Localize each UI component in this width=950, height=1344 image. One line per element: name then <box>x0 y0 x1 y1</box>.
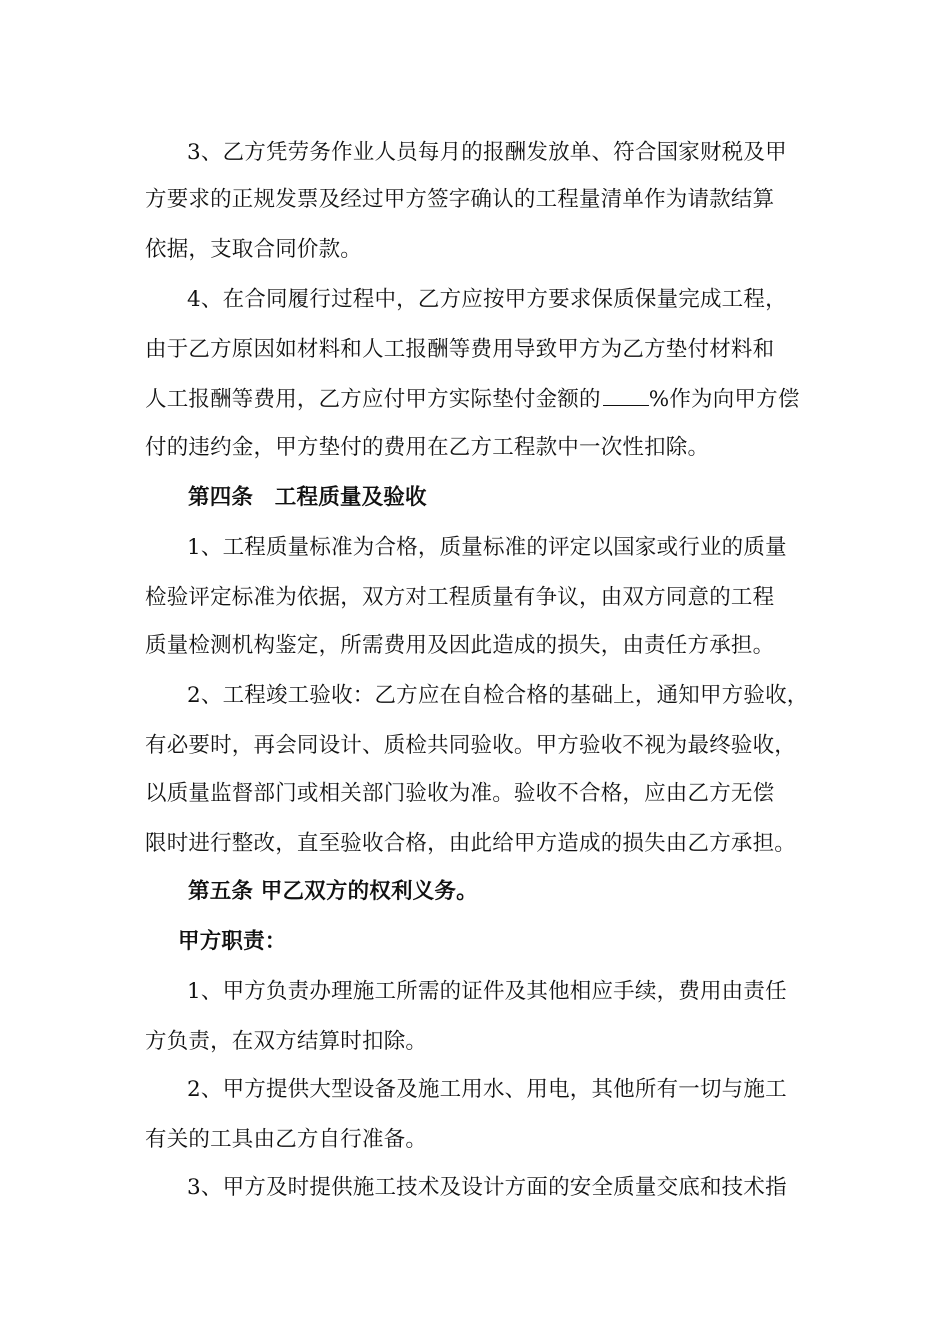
percentage-blank <box>603 383 649 406</box>
article4-item1-line2: 检验评定标准为依据，双方对工程质量有争议，由双方同意的工程 <box>145 585 775 610</box>
article4-item1-line1: 1、工程质量标准为合格，质量标准的评定以国家或行业的质量 <box>187 535 787 560</box>
article4-item1-line3: 质量检测机构鉴定，所需费用及因此造成的损失，由责任方承担。 <box>145 633 775 658</box>
article4-item2-line4: 限时进行整改，直至验收合格，由此给甲方造成的损失由乙方承担。 <box>145 831 797 856</box>
clause3-item4-line4: 付的违约金，甲方垫付的费用在乙方工程款中一次性扣除。 <box>145 435 710 460</box>
article5-item1-line1: 1、甲方负责办理施工所需的证件及其他相应手续，费用由责任 <box>187 979 787 1004</box>
clause3-item3-line1: 3、乙方凭劳务作业人员每月的报酬发放单、符合国家财税及甲 <box>187 140 787 165</box>
article5-item1-line2: 方负责，在双方结算时扣除。 <box>145 1029 428 1054</box>
article4-item2-line3: 以质量监督部门或相关部门验收为准。验收不合格，应由乙方无偿 <box>145 781 775 806</box>
clause3-item4-line2: 由于乙方原因如材料和人工报酬等费用导致甲方为乙方垫付材料和 <box>145 337 775 362</box>
clause3-item3-line2: 方要求的正规发票及经过甲方签字确认的工程量清单作为请款结算 <box>145 187 775 212</box>
clause3-item4-line3-after: %作为向甲方偿 <box>648 387 800 412</box>
party-a-duties-heading: 甲方职责： <box>178 929 287 954</box>
article4-item2-line2: 有必要时，再会同设计、质检共同验收。甲方验收不视为最终验收， <box>145 733 797 758</box>
clause3-item3-line3: 依据，支取合同价款。 <box>145 237 363 262</box>
clause3-item4-line3 <box>145 380 835 420</box>
article4-heading: 第四条 工程质量及验收 <box>188 485 427 510</box>
article5-item2-line1: 2、甲方提供大型设备及施工用水、用电，其他所有一切与施工 <box>187 1077 787 1102</box>
article5-item2-line2: 有关的工具由乙方自行准备。 <box>145 1127 428 1152</box>
clause3-item4-line3-before: 人工报酬等费用，乙方应付甲方实际垫付金额的 <box>145 387 601 412</box>
article5-item3-line1: 3、甲方及时提供施工技术及设计方面的安全质量交底和技术指 <box>187 1175 787 1200</box>
clause3-item4-line1: 4、在合同履行过程中，乙方应按甲方要求保质保量完成工程， <box>187 287 787 312</box>
article5-heading: 第五条 甲乙双方的权利义务。 <box>188 879 478 904</box>
article4-item2-line1: 2、工程竣工验收：乙方应在自检合格的基础上，通知甲方验收， <box>187 683 809 708</box>
